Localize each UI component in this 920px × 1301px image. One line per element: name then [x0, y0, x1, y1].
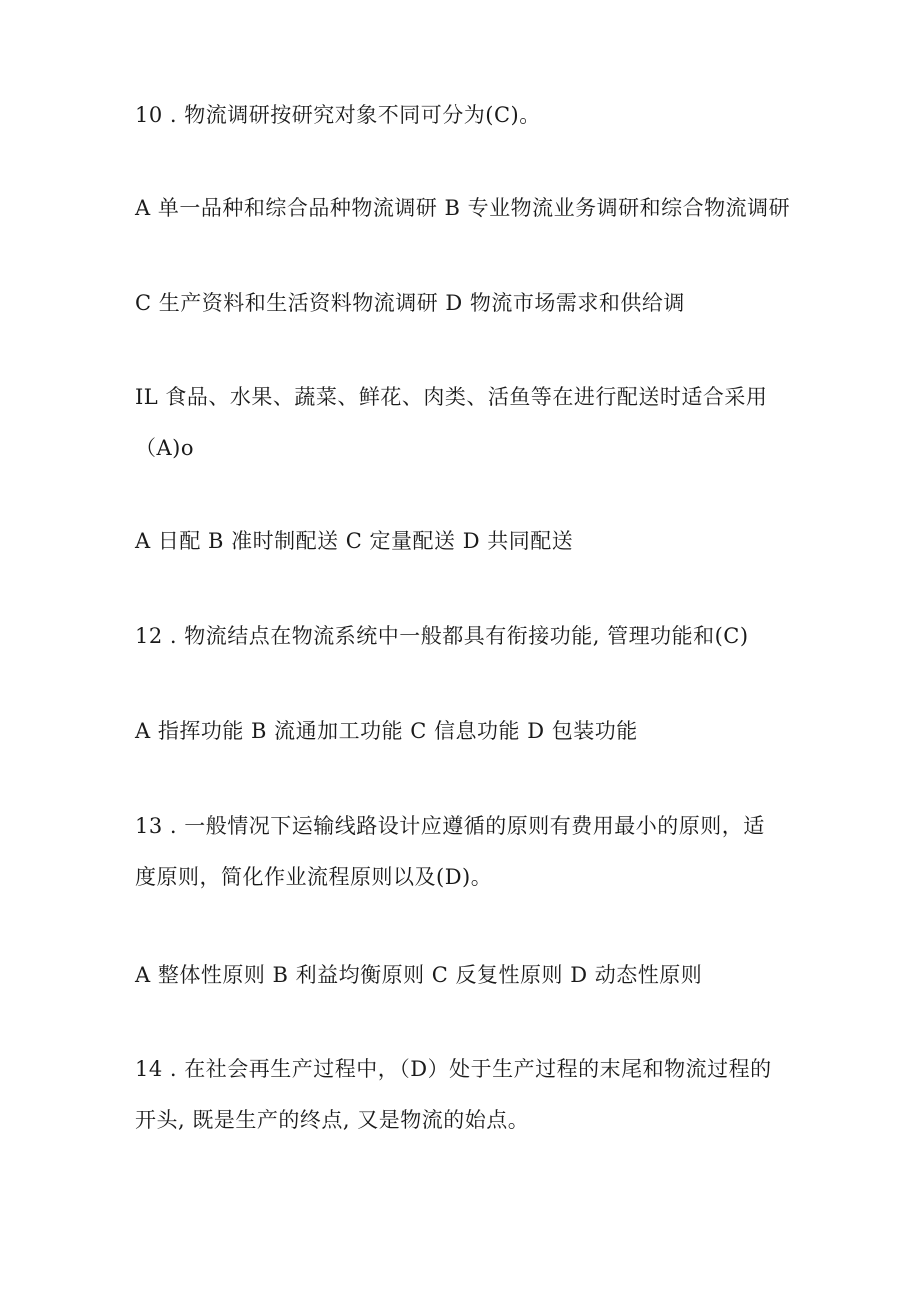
question-13-options: A 整体性原则 B 利益均衡原则 C 反复性原则 D 动态性原则 — [135, 963, 703, 987]
question-12-options: A 指挥功能 B 流通加工功能 C 信息功能 D 包装功能 — [135, 719, 638, 743]
question-13-text-cont: 度原则，简化作业流程原则以及(D)。 — [135, 865, 493, 889]
question-12-text: 12 . 物流结点在物流系统中一般都具有衔接功能, 管理功能和(C) — [135, 624, 749, 648]
question-10-options-ab: A 单一品种和综合品种物流调研 B 专业物流业务调研和综合物流调研 — [135, 196, 791, 220]
question-11-options: A 日配 B 准时制配送 C 定量配送 D 共同配送 — [135, 529, 574, 553]
question-14-text: 14 . 在社会再生产过程中，（D）处于生产过程的末尾和物流过程的 — [135, 1057, 772, 1081]
question-11-answer: （A)o — [135, 436, 195, 460]
question-14-text-cont: 开头, 既是生产的终点, 又是物流的始点。 — [135, 1108, 530, 1132]
question-10-text: 10 . 物流调研按研究对象不同可分为(C)。 — [135, 103, 541, 127]
question-10-options-cd: C 生产资料和生活资料物流调研 D 物流市场需求和供给调 — [135, 291, 685, 315]
question-11-text: IL 食品、水果、蔬菜、鲜花、肉类、活鱼等在进行配送时适合采用 — [135, 385, 768, 409]
question-13-text: 13 . 一般情况下运输线路设计应遵循的原则有费用最小的原则，适 — [135, 814, 765, 838]
